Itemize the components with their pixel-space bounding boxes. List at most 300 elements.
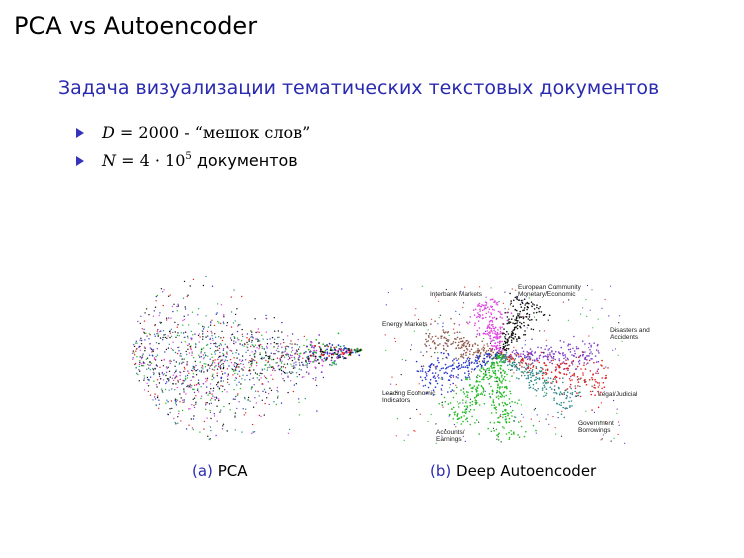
autoencoder-point [463, 357, 465, 359]
pca-point [333, 363, 335, 365]
autoencoder-point [490, 341, 492, 343]
autoencoder-point [585, 381, 587, 383]
autoencoder-noise-point [605, 299, 606, 300]
autoencoder-noise-point [618, 421, 619, 422]
pca-point [239, 359, 240, 360]
pca-point [248, 362, 249, 363]
autoencoder-noise-point [522, 300, 523, 301]
autoencoder-point [527, 356, 529, 358]
autoencoder-noise-point [618, 434, 619, 435]
pca-point [199, 336, 200, 337]
pca-point [266, 347, 267, 348]
autoencoder-noise-point [385, 350, 386, 351]
autoencoder-point [487, 325, 489, 327]
pca-point [136, 367, 137, 368]
autoencoder-point [508, 432, 510, 434]
pca-point [256, 347, 257, 348]
pca-point [221, 378, 222, 379]
pca-point [218, 345, 219, 346]
autoencoder-noise-point [422, 286, 423, 287]
pca-point [209, 439, 210, 440]
pca-point [175, 402, 176, 403]
autoencoder-point [458, 342, 460, 344]
autoencoder-point [471, 362, 473, 364]
pca-point [171, 348, 172, 349]
pca-point [153, 381, 154, 382]
autoencoder-point [491, 345, 493, 347]
autoencoder-point [574, 391, 576, 393]
autoencoder-point [470, 424, 472, 426]
pca-point [150, 347, 151, 348]
pca-point [198, 391, 199, 392]
autoencoder-point [502, 323, 504, 325]
autoencoder-point [511, 312, 513, 314]
pca-point [276, 343, 277, 344]
pca-point [207, 344, 208, 345]
autoencoder-point [565, 356, 567, 358]
pca-point [183, 388, 184, 389]
pca-point [235, 342, 236, 343]
autoencoder-point [559, 393, 561, 395]
pca-point [313, 378, 314, 379]
autoencoder-point [511, 369, 513, 371]
autoencoder-point [546, 380, 548, 382]
pca-point [264, 368, 265, 369]
pca-point [142, 355, 143, 356]
autoencoder-point [570, 376, 572, 378]
pca-point [167, 368, 168, 369]
pca-point [285, 351, 286, 352]
pca-point [207, 402, 208, 403]
label-monetary-economic: Monetary/Economic [518, 291, 576, 298]
pca-point [343, 358, 345, 360]
autoencoder-point [505, 359, 507, 361]
pca-point [187, 349, 188, 350]
autoencoder-point [545, 382, 547, 384]
autoencoder-noise-point [463, 302, 464, 303]
pca-point [241, 378, 242, 379]
autoencoder-noise-point [441, 378, 442, 379]
pca-point [139, 380, 140, 381]
autoencoder-point [569, 406, 571, 408]
autoencoder-point [534, 389, 536, 391]
autoencoder-point [484, 369, 486, 371]
pca-point [217, 359, 218, 360]
autoencoder-point [511, 375, 513, 377]
autoencoder-noise-point [486, 369, 487, 370]
autoencoder-point [513, 315, 515, 317]
pca-point [278, 330, 279, 331]
pca-point [205, 409, 206, 410]
pca-point [277, 396, 278, 397]
pca-point [209, 368, 210, 369]
pca-point [146, 383, 147, 384]
pca-point [344, 347, 346, 349]
autoencoder-point [531, 301, 533, 303]
autoencoder-point [545, 369, 547, 371]
pca-point [144, 350, 145, 351]
pca-point [222, 340, 223, 341]
autoencoder-noise-point [508, 309, 509, 310]
autoencoder-point [544, 349, 546, 351]
autoencoder-point [569, 378, 571, 380]
autoencoder-noise-point [531, 305, 532, 306]
autoencoder-point [434, 375, 436, 377]
autoencoder-point [537, 388, 539, 390]
autoencoder-noise-point [489, 383, 490, 384]
autoencoder-noise-point [470, 399, 471, 400]
autoencoder-point [568, 343, 570, 345]
autoencoder-point [519, 317, 521, 319]
autoencoder-point [428, 335, 430, 337]
autoencoder-point [509, 437, 511, 439]
pca-point [305, 361, 306, 362]
autoencoder-point [468, 357, 470, 359]
autoencoder-point [486, 304, 488, 306]
pca-point [209, 339, 210, 340]
autoencoder-point [474, 322, 476, 324]
autoencoder-point [504, 346, 506, 348]
autoencoder-point [544, 386, 546, 388]
autoencoder-point [434, 377, 436, 379]
pca-point [173, 304, 174, 305]
pca-point [238, 339, 239, 340]
autoencoder-point [582, 340, 584, 342]
autoencoder-point [511, 365, 513, 367]
autoencoder-point [441, 388, 443, 390]
autoencoder-point [495, 334, 497, 336]
autoencoder-point [439, 343, 441, 345]
pca-point [322, 354, 324, 356]
autoencoder-point [483, 373, 485, 375]
pca-point [143, 362, 144, 363]
pca-point [249, 355, 250, 356]
autoencoder-point [567, 345, 569, 347]
autoencoder-point [503, 405, 505, 407]
autoencoder-point [505, 419, 507, 421]
autoencoder-point [506, 331, 508, 333]
pca-point [205, 363, 206, 364]
autoencoder-noise-point [558, 417, 559, 418]
pca-point [194, 333, 195, 334]
pca-point [285, 354, 286, 355]
autoencoder-noise-point [401, 288, 402, 289]
pca-point [187, 370, 188, 371]
pca-point [220, 367, 221, 368]
autoencoder-point [528, 303, 530, 305]
autoencoder-point [588, 355, 590, 357]
pca-point [184, 358, 185, 359]
autoencoder-noise-point [513, 347, 514, 348]
autoencoder-point [538, 362, 540, 364]
autoencoder-point [511, 339, 513, 341]
pca-point [214, 362, 215, 363]
autoencoder-point [503, 427, 505, 429]
autoencoder-noise-point [478, 422, 479, 423]
autoencoder-point [533, 425, 535, 427]
pca-point [173, 380, 174, 381]
autoencoder-point [492, 401, 494, 403]
autoencoder-point [517, 313, 519, 315]
pca-point [210, 383, 211, 384]
autoencoder-noise-point [431, 414, 432, 415]
autoencoder-point [502, 349, 504, 351]
pca-point [177, 353, 178, 354]
slide-title: PCA vs Autoencoder [14, 12, 258, 40]
autoencoder-point [600, 364, 602, 366]
autoencoder-noise-point [592, 386, 593, 387]
pca-point [172, 311, 173, 312]
autoencoder-point [502, 386, 504, 388]
autoencoder-point [512, 362, 514, 364]
autoencoder-point [571, 354, 573, 356]
autoencoder-point [476, 419, 478, 421]
autoencoder-point [498, 353, 500, 355]
pca-point [177, 310, 178, 311]
pca-point [194, 407, 195, 408]
autoencoder-point [520, 327, 522, 329]
pca-point [189, 352, 190, 353]
pca-point [264, 403, 265, 404]
pca-point [212, 395, 213, 396]
pca-point [153, 351, 154, 352]
autoencoder-point [435, 368, 437, 370]
pca-point [184, 367, 185, 368]
pca-point [187, 336, 188, 337]
autoencoder-point [543, 385, 545, 387]
autoencoder-point [468, 376, 470, 378]
autoencoder-point [507, 404, 509, 406]
autoencoder-point [499, 392, 501, 394]
autoencoder-point [579, 378, 581, 380]
autoencoder-noise-point [548, 356, 549, 357]
pca-point [205, 276, 206, 277]
pca-point [204, 421, 205, 422]
autoencoder-point [463, 350, 465, 352]
autoencoder-point [498, 436, 500, 438]
pca-point [302, 358, 303, 359]
pca-point [241, 361, 242, 362]
autoencoder-point [539, 377, 541, 379]
autoencoder-point [503, 328, 505, 330]
pca-point [175, 399, 176, 400]
pca-point [281, 331, 282, 332]
pca-point [221, 344, 222, 345]
pca-point [204, 326, 205, 327]
autoencoder-point [506, 348, 508, 350]
pca-point [233, 340, 234, 341]
autoencoder-noise-point [463, 436, 464, 437]
pca-point [262, 348, 263, 349]
autoencoder-point [423, 355, 425, 357]
autoencoder-point [582, 374, 584, 376]
autoencoder-point [536, 382, 538, 384]
autoencoder-point [501, 361, 503, 363]
autoencoder-point [526, 309, 528, 311]
pca-point [141, 365, 142, 366]
pca-point [315, 379, 316, 380]
pca-point [298, 359, 299, 360]
pca-point [176, 361, 177, 362]
pca-point [210, 418, 211, 419]
autoencoder-point [579, 391, 581, 393]
autoencoder-noise-point [587, 285, 588, 286]
pca-point [169, 390, 170, 391]
autoencoder-point [491, 359, 493, 361]
autoencoder-point [517, 325, 519, 327]
autoencoder-noise-point [388, 292, 389, 293]
autoencoder-point [559, 404, 561, 406]
autoencoder-point [465, 419, 467, 421]
pca-point [143, 329, 144, 330]
pca-point [274, 353, 275, 354]
autoencoder-point [576, 348, 578, 350]
autoencoder-noise-point [561, 411, 562, 412]
autoencoder-point [492, 345, 494, 347]
pca-point [349, 353, 351, 355]
autoencoder-point [549, 387, 551, 389]
pca-point [136, 348, 137, 349]
autoencoder-point [469, 358, 471, 360]
autoencoder-point [434, 343, 436, 345]
autoencoder-point [475, 402, 477, 404]
autoencoder-point [573, 375, 575, 377]
autoencoder-point [454, 332, 456, 334]
pca-point [182, 358, 183, 359]
pca-point [187, 314, 188, 315]
autoencoder-point [553, 378, 555, 380]
pca-point [233, 289, 234, 290]
autoencoder-noise-point [555, 434, 556, 435]
pca-point [140, 316, 141, 317]
pca-point [336, 357, 338, 359]
pca-point [147, 377, 148, 378]
pca-point [223, 363, 224, 364]
autoencoder-point [501, 314, 503, 316]
autoencoder-point [465, 412, 467, 414]
pca-point [281, 357, 282, 358]
pca-point [295, 361, 296, 362]
label-european-community: European Community [518, 284, 581, 291]
pca-point [286, 372, 287, 373]
pca-point [217, 373, 218, 374]
autoencoder-noise-point [509, 381, 510, 382]
pca-point [235, 314, 236, 315]
autoencoder-point [456, 360, 458, 362]
pca-point [303, 345, 304, 346]
pca-point [235, 370, 236, 371]
autoencoder-point [523, 322, 525, 324]
autoencoder-point [477, 312, 479, 314]
pca-point [228, 384, 229, 385]
pca-point [251, 331, 252, 332]
pca-point [214, 415, 215, 416]
pca-point [351, 349, 353, 351]
autoencoder-noise-point [396, 384, 397, 385]
autoencoder-point [500, 368, 502, 370]
autoencoder-point [488, 350, 490, 352]
autoencoder-point [481, 392, 483, 394]
autoencoder-point [472, 387, 474, 389]
autoencoder-point [570, 393, 572, 395]
autoencoder-point [459, 368, 461, 370]
autoencoder-point [590, 358, 592, 360]
autoencoder-point [477, 387, 479, 389]
pca-point [243, 345, 244, 346]
pca-point [283, 352, 284, 353]
var-n: N [102, 151, 116, 170]
autoencoder-point [471, 387, 473, 389]
autoencoder-point [429, 333, 431, 335]
pca-point [176, 306, 177, 307]
autoencoder-point [480, 315, 482, 317]
pca-point [165, 389, 166, 390]
pca-point [251, 342, 252, 343]
autoencoder-point [511, 318, 513, 320]
autoencoder-point [553, 397, 555, 399]
autoencoder-point [503, 360, 505, 362]
pca-point [165, 375, 166, 376]
pca-point [285, 348, 286, 349]
autoencoder-point [556, 393, 558, 395]
autoencoder-point [492, 352, 494, 354]
autoencoder-point [465, 396, 467, 398]
pca-point [141, 363, 142, 364]
autoencoder-point [459, 338, 461, 340]
autoencoder-point [481, 386, 483, 388]
autoencoder-point [505, 355, 507, 357]
autoencoder-noise-point [496, 381, 497, 382]
autoencoder-point [584, 343, 586, 345]
pca-point [343, 350, 345, 352]
pca-point [199, 341, 200, 342]
pca-point [172, 332, 173, 333]
pca-point [187, 295, 188, 296]
pca-point [162, 291, 163, 292]
autoencoder-point [564, 394, 566, 396]
pca-point [210, 343, 211, 344]
pca-point [184, 319, 185, 320]
autoencoder-point [476, 390, 478, 392]
pca-point [278, 351, 279, 352]
pca-point [209, 393, 210, 394]
autoencoder-point [514, 336, 516, 338]
autoencoder-noise-point [442, 358, 443, 359]
pca-point [320, 357, 322, 359]
pca-point [148, 368, 149, 369]
autoencoder-noise-point [458, 403, 459, 404]
autoencoder-point [572, 348, 574, 350]
autoencoder-point [604, 386, 606, 388]
pca-point [305, 364, 306, 365]
autoencoder-point [578, 356, 580, 358]
autoencoder-point [511, 434, 513, 436]
pca-point [267, 369, 268, 370]
autoencoder-noise-point [404, 440, 405, 441]
autoencoder-point [437, 357, 439, 359]
autoencoder-point [486, 377, 488, 379]
pca-point [290, 364, 291, 365]
pca-point [193, 429, 194, 430]
pca-point [217, 382, 218, 383]
pca-point [224, 389, 225, 390]
pca-point [150, 364, 151, 365]
pca-point [266, 397, 267, 398]
pca-point [233, 364, 234, 365]
autoencoder-point [536, 373, 538, 375]
pca-point [225, 356, 226, 357]
pca-point [305, 398, 306, 399]
